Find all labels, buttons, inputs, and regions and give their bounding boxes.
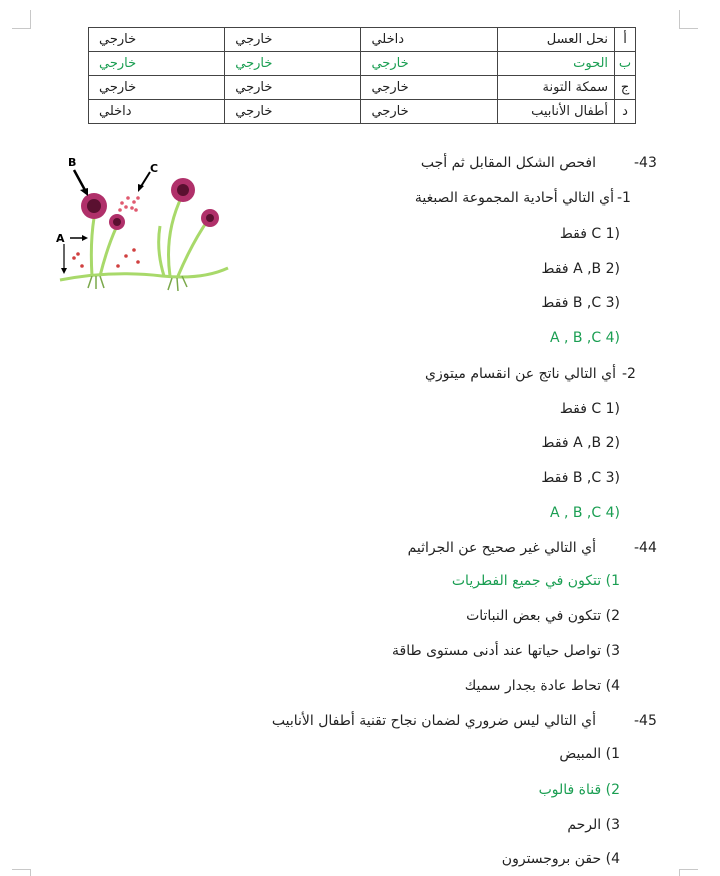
question-number: -44 [634, 540, 657, 556]
table-cell: خارجي [225, 76, 361, 100]
row-letter: أ [615, 28, 636, 52]
option: (2 A ,B فقط [541, 435, 620, 451]
table-row [89, 28, 636, 52]
organism-name: نحل العسل [497, 28, 614, 52]
option: 4) حقن بروجسترون [501, 851, 620, 867]
table-cell: خارجي [89, 52, 225, 76]
option: (3 B ,C فقط [541, 470, 620, 486]
row-letter: د [615, 100, 636, 124]
question-text: افحص الشكل المقابل ثم أجب [420, 155, 596, 171]
table-cell: خارجي [361, 76, 497, 100]
table-cell: داخلي [361, 28, 497, 52]
table-cell: خارجي [361, 100, 497, 124]
table-row [89, 76, 636, 100]
table-cell: داخلي [89, 100, 225, 124]
sub-question-text: أي التالي ناتج عن انقسام ميتوزي [425, 366, 616, 382]
figure-label-b: B [68, 158, 77, 169]
table-cell: خارجي [89, 76, 225, 100]
row-letter: ب [615, 52, 636, 76]
organism-name: الحوت [497, 52, 614, 76]
option-correct: 1) تتكون في جميع الفطريات [451, 573, 620, 589]
question-number: -45 [634, 713, 657, 729]
option: (1 C فقط [559, 401, 620, 417]
page-corner-mark [12, 869, 31, 876]
table-cell: خارجي [89, 28, 225, 52]
table-cell: خارجي [225, 100, 361, 124]
question-text: أي التالي ليس ضروري لضمان نجاح تقنية أطفال الأنابيب [271, 713, 596, 729]
sub-question-text: أي التالي أحادية المجموعة الصبغية [414, 190, 614, 206]
option-correct: 2) قناة فالوب [538, 782, 620, 798]
option-correct: (4 A , B ,C [549, 330, 620, 346]
option: (3 B ,C فقط [541, 295, 620, 311]
option: 3) الرحم [567, 817, 620, 833]
option-correct: (4 A , B ,C [549, 505, 620, 521]
option: 1) المبيض [559, 746, 620, 762]
figure-label-a: A [56, 232, 65, 245]
row-letter: ج [615, 76, 636, 100]
option: (1 C فقط [559, 226, 620, 242]
question-text: أي التالي غير صحيح عن الجراثيم [407, 540, 596, 556]
table-row-correct [89, 52, 636, 76]
sub-question-number: -2 [622, 366, 636, 382]
sub-question-number: -1 [617, 190, 631, 206]
question-number: -43 [634, 155, 657, 171]
organism-name: أطفال الأنابيب [497, 100, 614, 124]
option: (2 A ,B فقط [541, 261, 620, 277]
organism-name: سمكة التونة [497, 76, 614, 100]
table-row [89, 100, 636, 124]
page-corner-mark [679, 869, 698, 876]
option: 2) تتكون في بعض النباتات [466, 608, 620, 624]
fungus-sporangia-figure [52, 158, 232, 298]
table-cell: خارجي [361, 52, 497, 76]
option: 3) تواصل حياتها عند أدنى مستوى طاقة [392, 643, 620, 659]
comparison-table [88, 27, 636, 124]
table-cell: خارجي [225, 52, 361, 76]
option: 4) تحاط عادة بجدار سميك [464, 678, 620, 694]
table-cell: خارجي [225, 28, 361, 52]
page-corner-mark [679, 10, 698, 29]
page-corner-mark [12, 10, 31, 29]
figure-label-c: C [150, 162, 159, 175]
